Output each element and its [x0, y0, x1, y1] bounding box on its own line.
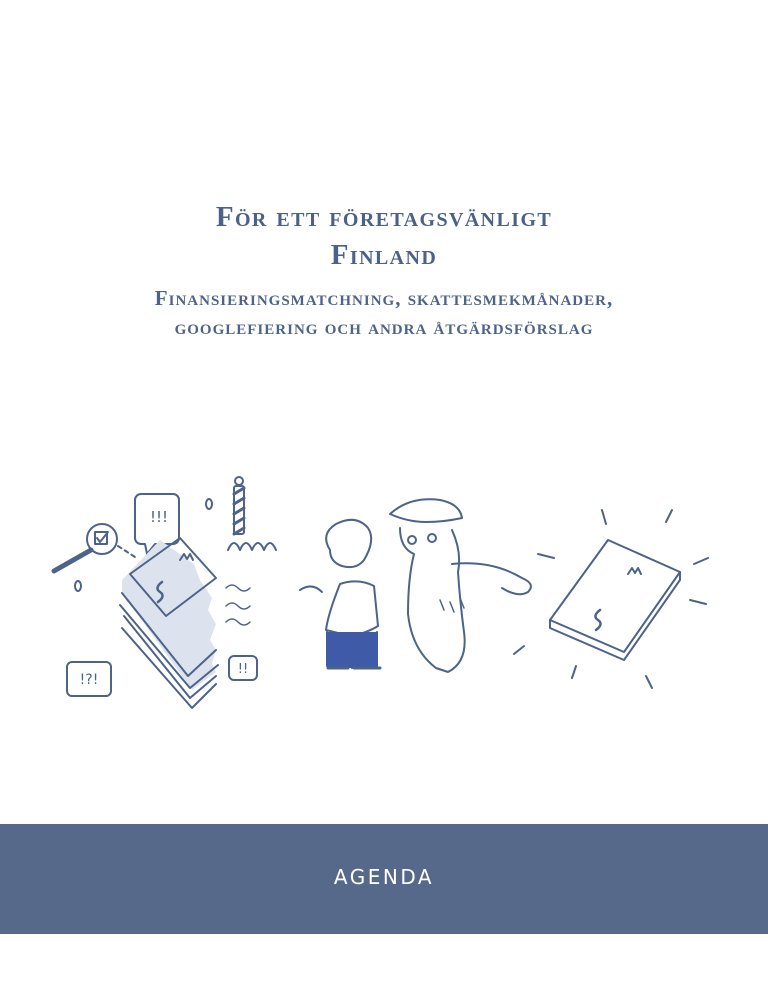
- wave-doodle: [226, 585, 250, 625]
- cover-title-line-1: För ett företagsvänligt: [215, 201, 553, 233]
- woman-figure: [300, 520, 380, 668]
- speech-bubble-bottom-left-text: !?!: [79, 672, 99, 688]
- magnifying-glass-icon: [54, 524, 138, 571]
- book-icon: [514, 510, 708, 688]
- speech-bubble-bottom-right-text: !!: [237, 662, 249, 677]
- cover-subtitle: [0, 284, 768, 342]
- agenda-band: [0, 824, 768, 934]
- agenda-label: AGENDA: [333, 865, 435, 889]
- barber-pole-icon: [234, 477, 244, 534]
- cover-subtitle-line-1: Finansieringsmatchning, skattesmekmånader,: [154, 286, 614, 310]
- speech-bubble-top-text: !!!: [149, 508, 169, 526]
- scribble-doodle: [228, 543, 276, 550]
- cover-title-line-2: Finland: [330, 239, 438, 271]
- bear-figure: [390, 499, 531, 672]
- speech-bubble-bottom-left: [67, 662, 111, 696]
- cover-subtitle-line-2: googlefiering och andra åtgärdsförslag: [174, 315, 594, 339]
- cover-title: [0, 198, 768, 274]
- speech-bubble-bottom-right: [229, 656, 257, 680]
- cover-illustration: [40, 470, 730, 710]
- paper-stack-icon: [120, 538, 218, 708]
